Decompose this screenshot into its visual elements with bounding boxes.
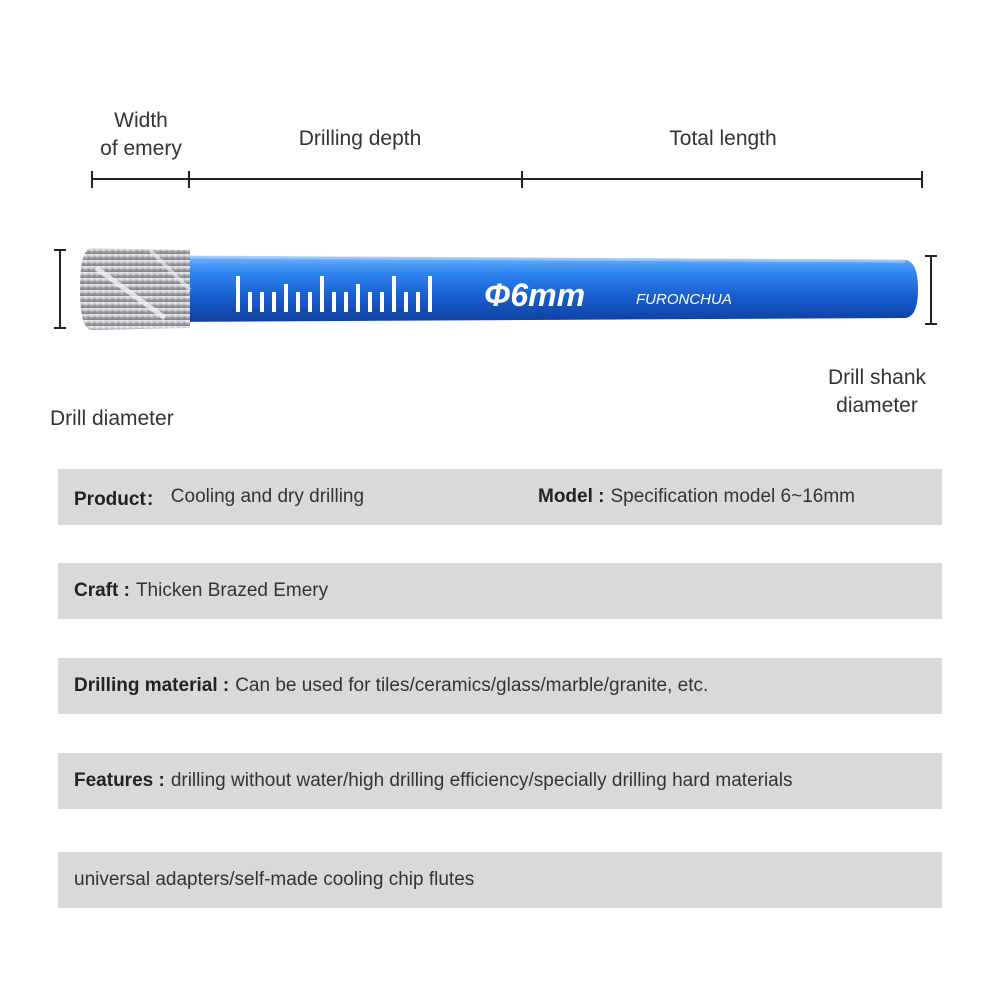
drill-shank-diameter-label	[812, 364, 942, 420]
features-cell	[74, 753, 792, 809]
features-value: drilling without water/high drilling efficiency/specially drilling hard materials	[170, 770, 793, 791]
model-value: Specification model 6~16mm	[610, 486, 855, 507]
craft-value: Thicken Brazed Emery	[135, 580, 329, 601]
model-key: Model :	[538, 486, 605, 507]
emery-tip	[80, 248, 190, 330]
extra-value: universal adapters/self-made cooling chip flutes	[74, 869, 475, 890]
model-cell	[538, 469, 855, 525]
drill-diameter-label: Drill diameter	[50, 407, 174, 430]
product-cell	[74, 469, 364, 525]
drill-shank-line1: Drill shank	[827, 366, 927, 389]
spec-row-product	[58, 469, 942, 525]
material-key: Drilling material :	[74, 675, 230, 696]
spec-row-extra	[58, 852, 942, 908]
drill-size-text: Φ6mm	[484, 277, 586, 313]
spec-row-craft	[58, 563, 942, 619]
features-key: Features :	[74, 770, 165, 791]
extra-cell	[74, 852, 474, 908]
spec-row-features	[58, 753, 942, 809]
width-of-emery-line1: Width	[114, 109, 168, 132]
drill-shank-line2: diameter	[836, 394, 918, 417]
total-length-label: Total length	[669, 127, 777, 150]
drilling-depth-label: Drilling depth	[298, 127, 422, 150]
dimension-line	[0, 0, 1001, 200]
craft-key: Craft :	[74, 580, 130, 601]
material-cell	[74, 658, 708, 714]
material-value: Can be used for tiles/ceramics/glass/marble/granite, etc.	[235, 675, 709, 696]
width-of-emery-line2: of emery	[100, 137, 182, 160]
spec-row-material	[58, 658, 942, 714]
drill-bit-image	[0, 230, 1001, 350]
drill-brand-text: FURONCHUA	[636, 291, 732, 308]
product-key: Product：	[74, 488, 165, 510]
product-value: Cooling and dry drilling	[170, 486, 365, 507]
craft-cell	[74, 563, 328, 619]
